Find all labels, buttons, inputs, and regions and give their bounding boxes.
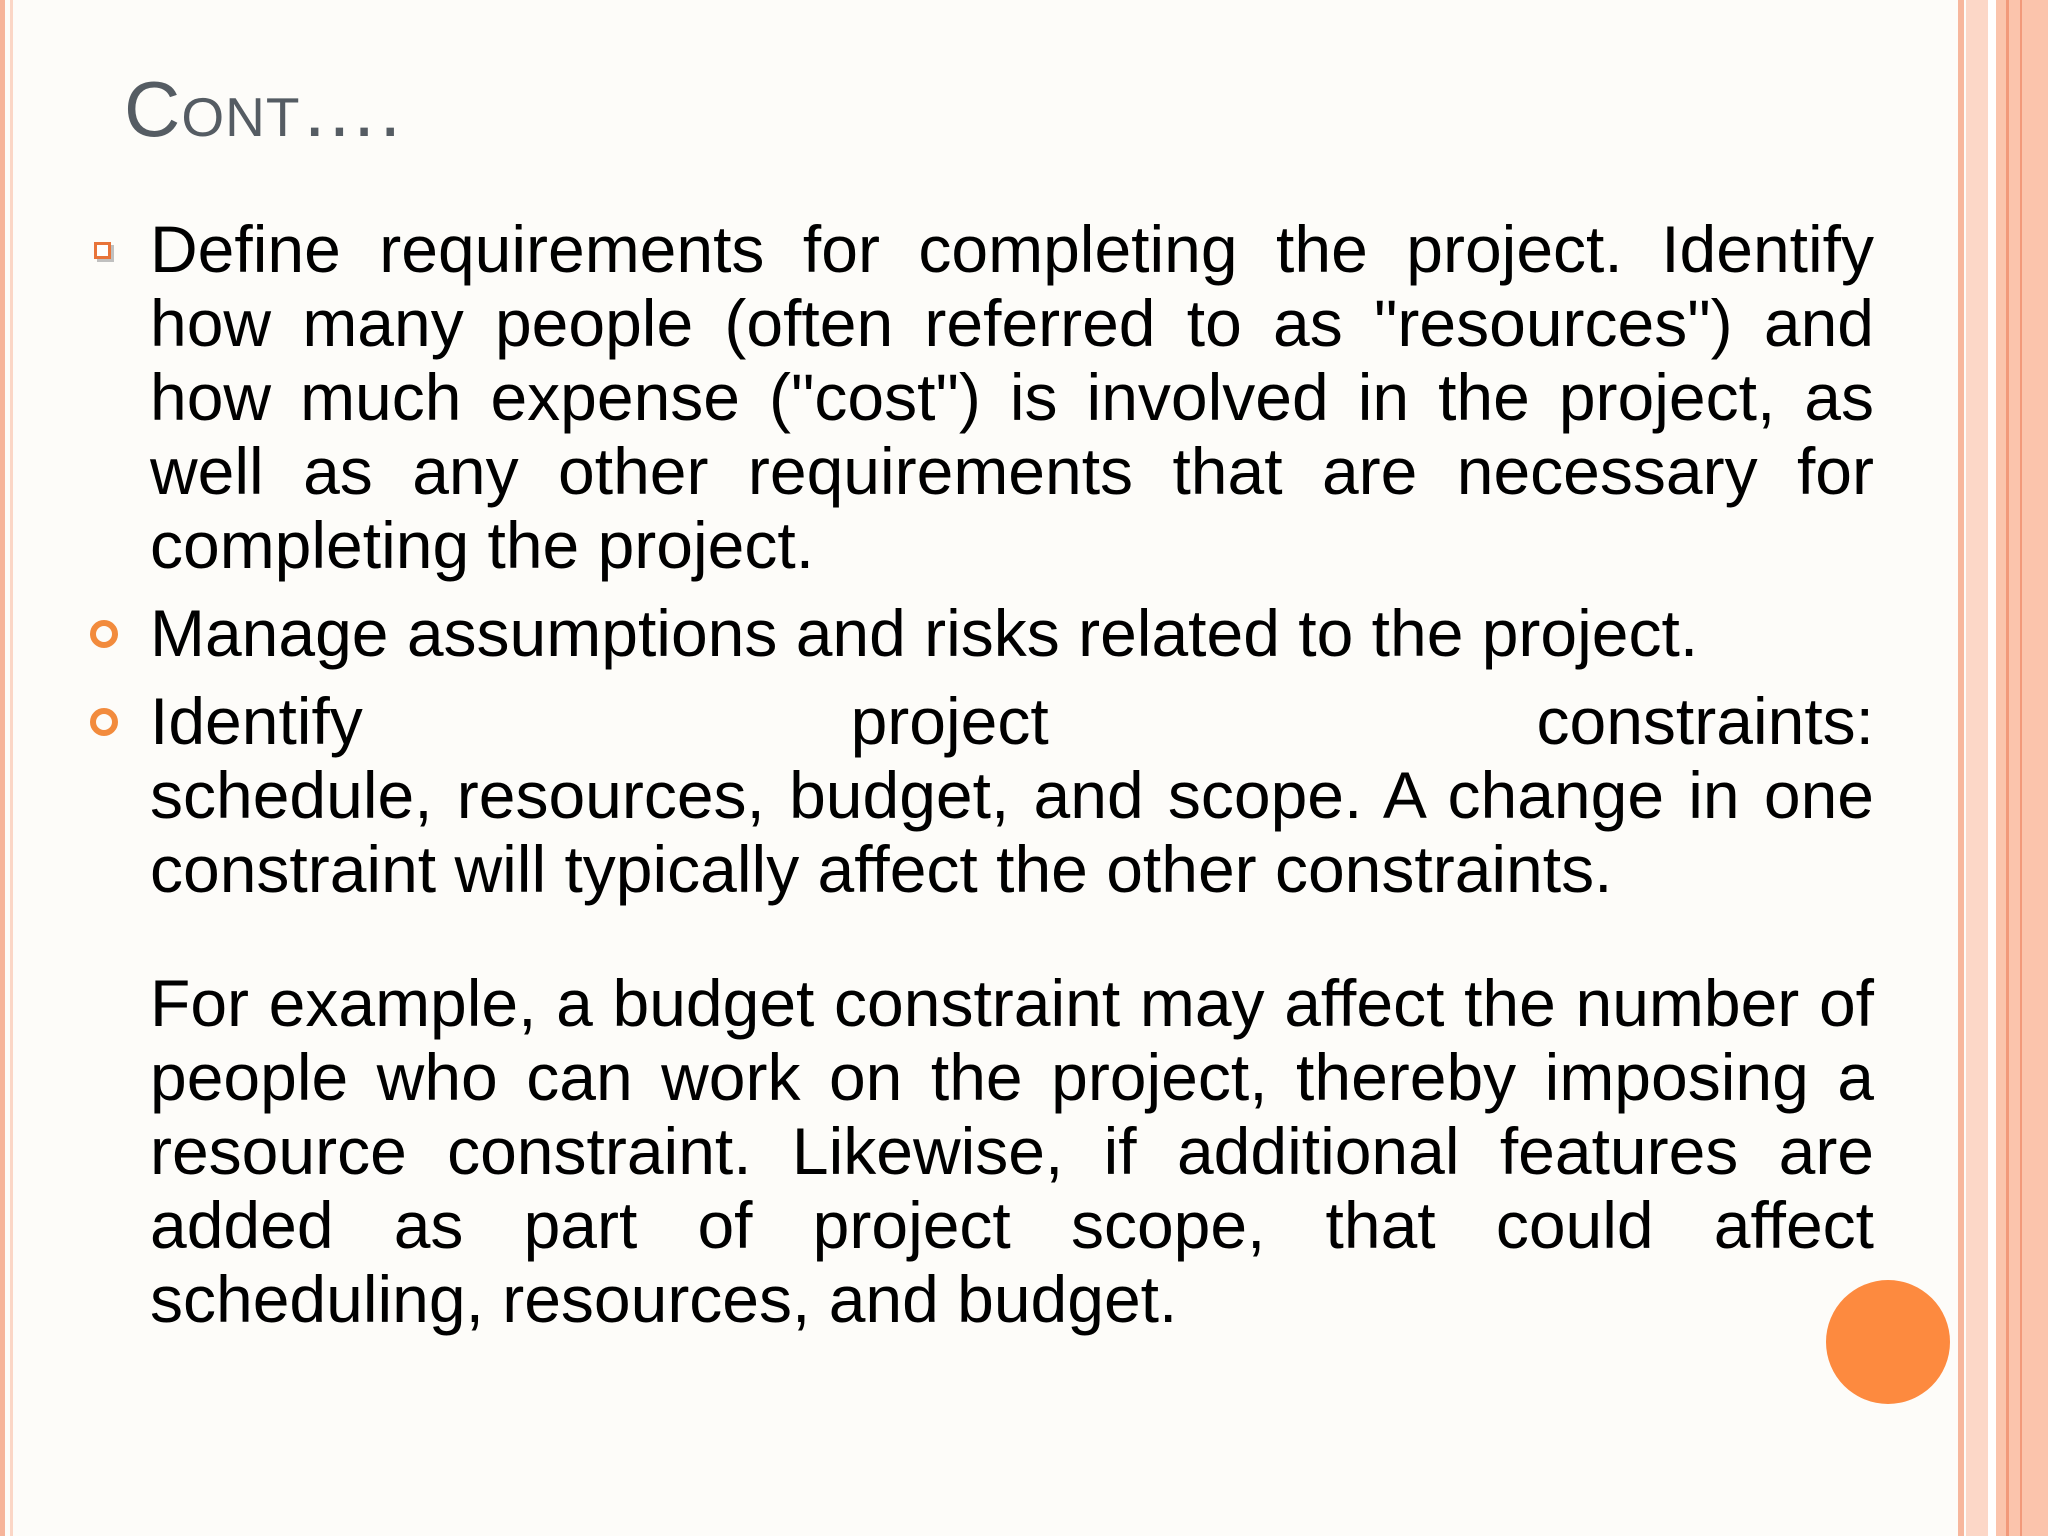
bullet-text: schedule, resources, budget, and scope. A change in one constraint will typically affect the other constraints. (150, 758, 1874, 906)
bullet-item (150, 212, 1874, 582)
right-decorative-gap (1988, 0, 1996, 1536)
slide-title: Cont…. (124, 65, 403, 153)
bullet-text: Define requirements for completing the project. Identify how many people (often referred to as "resources") and how much expense ("cost") is involved in the project, as well as any other requirements that are necessary for completing the project. (150, 212, 1874, 582)
circle-bullet-icon (90, 708, 118, 736)
slide-content (150, 212, 1874, 1336)
left-decorative-stripe-thin (10, 0, 13, 1536)
circle-bullet-icon (90, 620, 118, 648)
right-decorative-line (2006, 0, 2009, 1536)
right-decorative-stripe (1966, 0, 1988, 1536)
bullet-text-first-line: Identify project constraints: (150, 684, 1874, 758)
right-decorative-stripe (1958, 0, 1964, 1536)
square-bullet-icon (94, 242, 111, 259)
bullet-item (150, 596, 1874, 670)
bullet-item (150, 684, 1874, 906)
right-decorative-band (1996, 0, 2048, 1536)
left-decorative-stripe (0, 0, 5, 1536)
right-decorative-line (2020, 0, 2022, 1536)
orange-circle-decoration (1826, 1280, 1950, 1404)
bullet-text: Manage assumptions and risks related to the project. (150, 596, 1699, 670)
example-paragraph: For example, a budget constraint may affect the number of people who can work on the project, thereby imposing a resource constraint. Likewise, if additional features are added as part of project scope, that could affect scheduling, resources, and budget. (150, 966, 1874, 1336)
